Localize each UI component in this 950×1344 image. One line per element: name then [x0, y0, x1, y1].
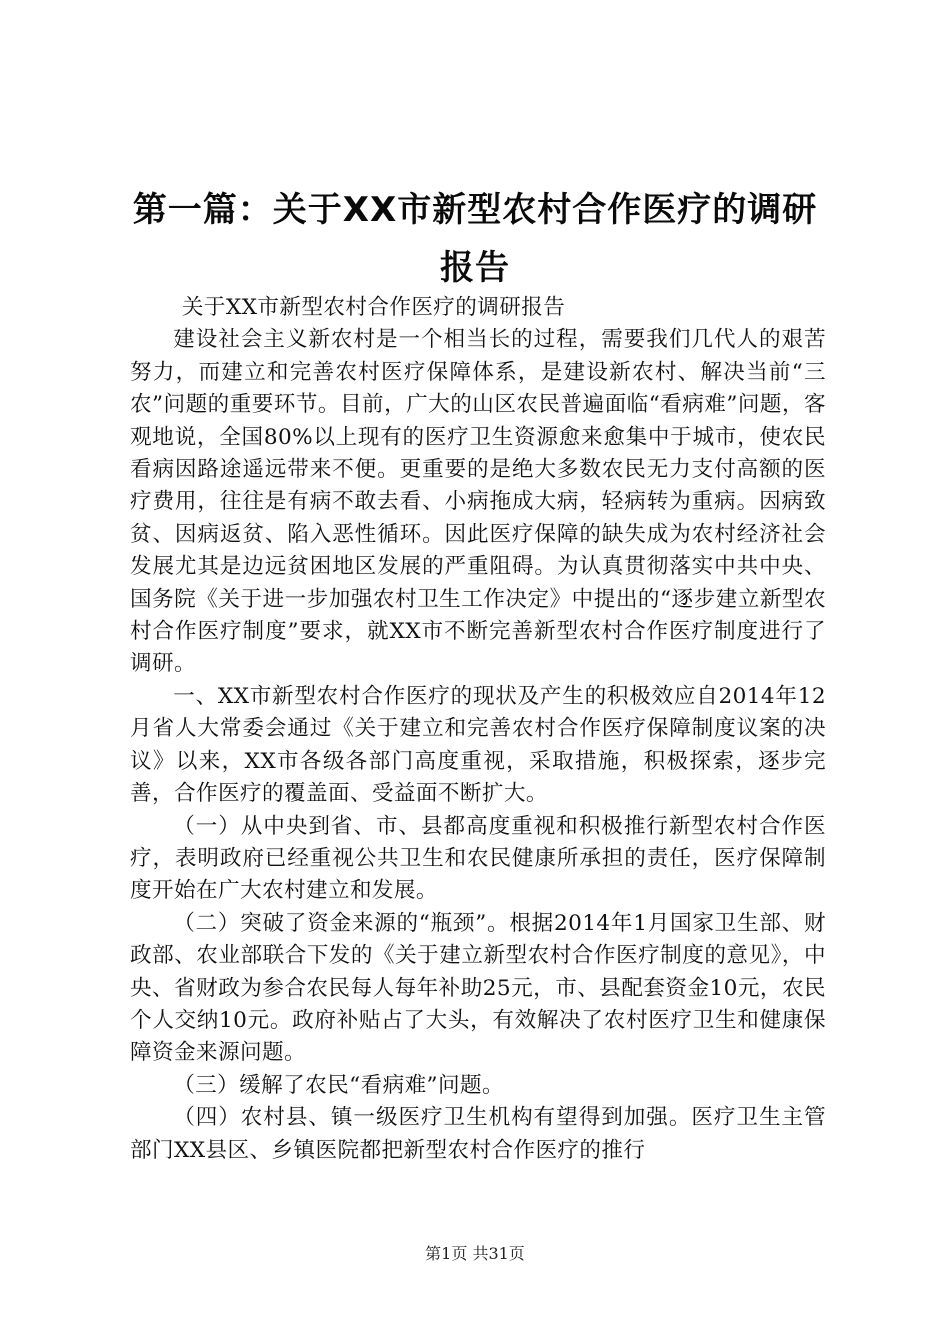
- body-paragraph: （二）突破了资金来源的“瓶颈”。根据2014年1月国家卫生部、财政部、农业部联合下发的《关于建立新型农村合作医疗制度的意见》，中央、省财政为参合农民每人每年补助25元，市、县配套资金10元，农民个人交纳10元。政府补贴占了大头，有效解决了农村医疗卫生和健康保障资金来源问题。: [130, 910, 826, 1066]
- body-paragraph: 一、XX市新型农村合作医疗的现状及产生的积极效应自2014年12月省人大常委会通过《关于建立和完善农村合作医疗保障制度议案的决议》以来，XX市各级各部门高度重视，采取措施，积极探索，逐步完善，合作医疗的覆盖面、受益面不断扩大。: [130, 683, 826, 807]
- body-paragraph: （一）从中央到省、市、县都高度重视和积极推行新型农村合作医疗，表明政府已经重视公共卫生和农民健康所承担的责任，医疗保障制度开始在广大农村建立和发展。: [130, 813, 826, 904]
- body-paragraph: 建设社会主义新农村是一个相当长的过程，需要我们几代人的艰苦努力，而建立和完善农村医疗保障体系，是建设新农村、解决当前“三农”问题的重要环节。目前，广大的山区农民普遍面临“看病难”问题，客观地说，全国80%以上现有的医疗卫生资源愈来愈集中于城市，使农民看病因路途遥远带来不便。更重要的是绝大多数农民无力支付高额的医疗费用，往往是有病不敢去看、小病拖成大病，轻病转为重病。因病致贫、因病返贫、陷入恶性循环。因此医疗保障的缺失成为农村经济社会发展尤其是边远贫困地区发展的严重阻碍。为认真贯彻落实中共中央、国务院《关于进一步加强农村卫生工作决定》中提出的“逐步建立新型农村合作医疗制度”要求，就XX市不断完善新型农村合作医疗制度进行了调研。: [130, 327, 826, 677]
- document-title-line2: 报告: [440, 248, 510, 288]
- body-paragraph: （三）缓解了农民“看病难”问题。: [173, 1072, 504, 1098]
- page-number-footer: 第1页 共31页: [425, 1244, 525, 1263]
- document-body: [130, 292, 826, 1167]
- body-paragraph: （四）农村县、镇一级医疗卫生机构有望得到加强。医疗卫生主管部门XX县区、乡镇医院都把新型农村合作医疗的推行: [130, 1105, 826, 1163]
- document-title-line1: 第一篇：关于XX市新型农村合作医疗的调研: [132, 190, 818, 230]
- body-paragraph-subtitle: 关于XX市新型农村合作医疗的调研报告: [181, 295, 566, 320]
